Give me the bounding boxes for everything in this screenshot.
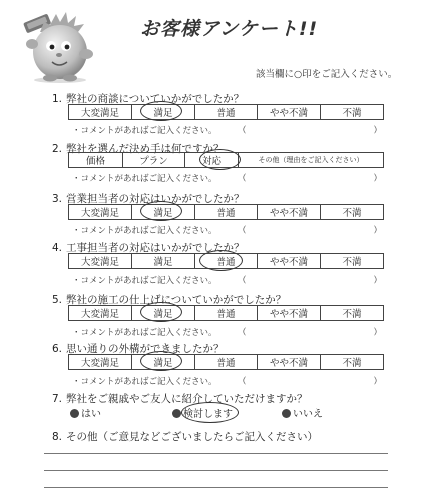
comment-prompt: ・コメントがあればご記入ください。 [72,328,217,338]
question-7 [52,391,308,406]
q7-option-consider[interactable] [172,405,233,420]
option-cell[interactable]: 満足 [132,105,195,120]
paren-open: （ [238,377,247,387]
question-number: 8. [52,431,63,443]
option-cell[interactable]: 価格 [69,153,123,168]
option-cell[interactable]: 大変満足 [69,355,132,370]
paren-close: ） [373,226,382,236]
options-table-q4 [68,253,384,269]
paren-open: （ [238,276,247,286]
comment-line-q1 [72,124,382,136]
question-number: 2. [52,143,63,155]
question-text: 工事担当者の対応はいかがでしたか？ [66,242,245,254]
mascot-illustration [10,8,102,84]
answer-line[interactable] [44,470,388,471]
option-cell[interactable]: 満足 [132,306,195,321]
option-cell[interactable]: 不満 [321,105,384,120]
options-table-q1 [68,104,384,120]
survey-title: お客様アンケート!! [140,18,319,40]
bullet-icon [70,409,79,418]
option-cell[interactable]: 普通 [195,205,258,220]
paren-open: （ [238,174,247,184]
option-cell[interactable]: 対応 [185,153,239,168]
answer-line[interactable] [44,453,388,454]
paren-close: ） [373,126,382,136]
option-cell[interactable]: その他（理由をご記入ください） [239,153,384,168]
options-table-q2 [68,152,384,168]
question-text: その他（ご意見などございましたらご記入ください） [66,431,318,443]
question-text: 思い通りの外構ができましたか？ [66,343,224,355]
option-cell[interactable]: 大変満足 [69,105,132,120]
option-cell[interactable]: 不満 [321,306,384,321]
options-table-q6 [68,354,384,370]
option-cell[interactable]: 普通 [195,254,258,269]
option-cell[interactable]: やや不満 [258,205,321,220]
option-cell[interactable]: 満足 [132,355,195,370]
answer-line[interactable] [44,487,388,488]
q7-option-no[interactable] [282,405,323,420]
options-table-q3 [68,204,384,220]
question-number: 5. [52,294,63,306]
option-cell[interactable]: やや不満 [258,105,321,120]
options-table-q5 [68,305,384,321]
option-cell[interactable]: 満足 [132,254,195,269]
option-cell[interactable]: 大変満足 [69,254,132,269]
option-label: いいえ [293,409,323,420]
bullet-icon [172,409,181,418]
option-cell[interactable]: 普通 [195,105,258,120]
question-8 [52,429,318,444]
question-number: 3. [52,193,63,205]
instruction-text: 該当欄に○印をご記入ください。 [256,69,398,80]
option-label: 検討します [183,409,233,420]
question-text: 営業担当者の対応はいかがでしたか？ [66,193,245,205]
comment-line-q2 [72,172,382,184]
paren-close: ） [373,328,382,338]
paren-close: ） [373,174,382,184]
q7-option-yes[interactable] [70,405,101,420]
paren-close: ） [373,276,382,286]
paren-close: ） [373,377,382,387]
option-cell[interactable]: やや不満 [258,254,321,269]
question-text: 弊社の施工の仕上げについていかがでしたか？ [66,294,287,306]
question-number: 7. [52,393,63,405]
q7-options [60,405,360,419]
question-text: 弊社を選んだ決め手は何ですか？ [66,143,224,155]
option-cell[interactable]: やや不満 [258,306,321,321]
question-number: 6. [52,343,63,355]
option-cell[interactable]: 不満 [321,205,384,220]
bullet-icon [282,409,291,418]
comment-line-q6 [72,375,382,387]
option-cell[interactable]: 満足 [132,205,195,220]
question-text: 弊社をご親戚やご友人に紹介していただけますか？ [66,393,308,405]
option-cell[interactable]: 大変満足 [69,205,132,220]
paren-open: （ [238,328,247,338]
comment-prompt: ・コメントがあればご記入ください。 [72,226,217,236]
option-cell[interactable]: やや不満 [258,355,321,370]
option-cell[interactable]: プラン [123,153,185,168]
comment-line-q5 [72,326,382,338]
question-number: 1. [52,93,63,105]
comment-prompt: ・コメントがあればご記入ください。 [72,174,217,184]
option-cell[interactable]: 普通 [195,306,258,321]
paren-open: （ [238,126,247,136]
comment-prompt: ・コメントがあればご記入ください。 [72,377,217,387]
question-text: 弊社の商談についていかがでしたか？ [66,93,245,105]
option-label: はい [81,409,101,420]
option-cell[interactable]: 普通 [195,355,258,370]
comment-prompt: ・コメントがあればご記入ください。 [72,276,217,286]
comment-line-q4 [72,274,382,286]
comment-prompt: ・コメントがあればご記入ください。 [72,126,217,136]
paren-open: （ [238,226,247,236]
comment-line-q3 [72,224,382,236]
option-cell[interactable]: 大変満足 [69,306,132,321]
option-cell[interactable]: 不満 [321,355,384,370]
option-cell[interactable]: 不満 [321,254,384,269]
question-number: 4. [52,242,63,254]
